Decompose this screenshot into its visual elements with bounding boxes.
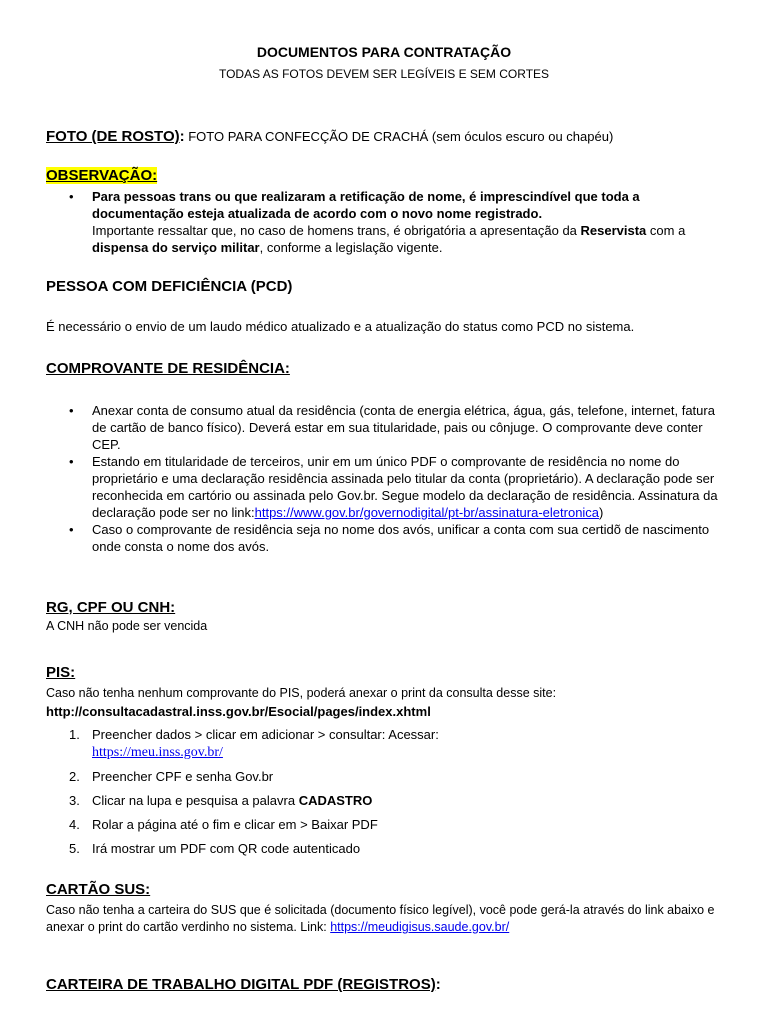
pis-step-5 [69, 840, 724, 857]
pis-step-text: Rolar a página até o fim e clicar em > Baixar PDF [92, 817, 378, 832]
pcd-heading: PESSOA COM DEFICIÊNCIA (PCD) [46, 278, 293, 295]
observacao-list [46, 188, 724, 256]
observacao-note-3: , conforme a legislação vigente. [259, 240, 443, 255]
rg-heading: RG, CPF OU CNH: [46, 599, 176, 616]
sus-text-wrap [46, 902, 724, 936]
residencia-item-3: • Caso o comprovante de residência seja no nome dos avós, unificar a conta com sua certidõ de nascimento onde consta o nome dos avós. [92, 521, 724, 555]
pis-step-1 [69, 726, 724, 761]
pis-step-number: 4. [69, 817, 80, 832]
pis-step-2 [69, 768, 724, 785]
sus-heading: CARTÃO SUS: [46, 881, 151, 898]
observacao-item [92, 188, 724, 256]
sus-text: Caso não tenha a carteira do SUS que é solicitada (documento físico legível), você pode gerá-la através do link abaixo e anexar o print do cartão verdinho no sistema. Link: [46, 903, 715, 934]
residencia-list [46, 402, 724, 555]
document-title: DOCUMENTOS PARA CONTRATAÇÃO [256, 44, 512, 60]
observacao-note: Importante ressaltar que, no caso de homens trans, é obrigatória a apresentação da [92, 223, 581, 238]
foto-heading: FOTO (DE ROSTO) [46, 128, 180, 145]
pis-step-bold: CADASTRO [298, 793, 373, 808]
pis-step-number: 2. [69, 769, 80, 784]
pis-url [46, 703, 724, 720]
observacao-dispensa: dispensa do serviço militar [92, 240, 260, 255]
residencia-heading-wrap [46, 360, 724, 377]
pis-url-text: http://consultacadastral.inss.gov.br/Esocial/pages/index.xhtml [46, 704, 431, 719]
rg-text: A CNH não pode ser vencida [46, 619, 208, 633]
pis-step-number: 5. [69, 841, 80, 856]
pis-step-number: 3. [69, 793, 80, 808]
pis-step-4 [69, 816, 724, 833]
sus-heading-wrap [46, 881, 724, 898]
carteira-heading-wrap [46, 976, 724, 993]
pcd-text: É necessário o envio de um laudo médico atualizado e a atualização do status como PCD no sistema. [46, 319, 635, 334]
pis-text: Caso não tenha nenhum comprovante do PIS, poderá anexar o print da consulta desse site: [46, 686, 557, 700]
residencia-item-2-text: Estando em titularidade de terceiros, unir em um único PDF o comprovante de residência no nome do proprietário e uma declaração residência assinada pelo titular da conta (proprietário). A declaração pode ser reconhecida em cartório ou assinada pelo Gov.br. Segue modelo da declaração de residência. Assinatura da declaração pode ser no link: [92, 454, 718, 520]
carteira-heading: CARTEIRA DE TRABALHO DIGITAL PDF (REGISTROS) [46, 976, 436, 993]
observacao-bold-text: Para pessoas trans ou que realizaram a retificação de nome, é imprescindível que toda a documentação esteja atualizada de acordo com o novo nome registrado. [92, 189, 640, 221]
meudigisus-link[interactable]: https://meudigisus.saude.gov.br/ [330, 920, 510, 934]
pis-steps [46, 726, 724, 864]
section-observacao [46, 167, 724, 184]
pis-step-text: Preencher CPF e senha Gov.br [92, 769, 274, 784]
document-subtitle: TODAS AS FOTOS DEVEM SER LEGÍVEIS E SEM CORTES [218, 67, 550, 81]
observacao-heading: OBSERVAÇÃO: [46, 167, 158, 184]
residencia-item-2 [92, 453, 724, 521]
pis-step-number: 1. [69, 727, 80, 742]
assinatura-eletronica-link[interactable]: https://www.gov.br/governodigital/pt-br/assinatura-eletronica [254, 505, 600, 520]
residencia-item-2-end: ) [599, 505, 604, 520]
section-foto [46, 128, 724, 145]
rg-heading-wrap [46, 599, 724, 616]
pis-step-text: Irá mostrar um PDF com QR code autenticado [92, 841, 361, 856]
foto-colon: : [179, 128, 185, 145]
carteira-colon: : [435, 976, 441, 993]
meu-inss-link[interactable]: https://meu.inss.gov.br/ [92, 745, 223, 760]
foto-text: FOTO PARA CONFECÇÃO DE CRACHÁ (sem óculos escuro ou chapéu) [184, 129, 614, 144]
residencia-item-1: • Anexar conta de consumo atual da residência (conta de energia elétrica, água, gás, telefone, internet, fatura de cartão de banco físico). Deverá estar em sua titularidade, pais ou cônjuge. O comprovante deve conter CEP. [92, 402, 724, 453]
observacao-note-2: com a [646, 223, 686, 238]
pis-heading-wrap [46, 664, 724, 681]
pis-step-text: Preencher dados > clicar em adicionar > consultar: Acessar: [92, 727, 439, 742]
pis-heading: PIS: [46, 664, 76, 681]
pis-step-text: Clicar na lupa e pesquisa a palavra [92, 793, 299, 808]
observacao-reservista: Reservista [580, 223, 647, 238]
residencia-heading: COMPROVANTE DE RESIDÊNCIA: [46, 360, 290, 377]
pis-step-3 [69, 792, 724, 809]
